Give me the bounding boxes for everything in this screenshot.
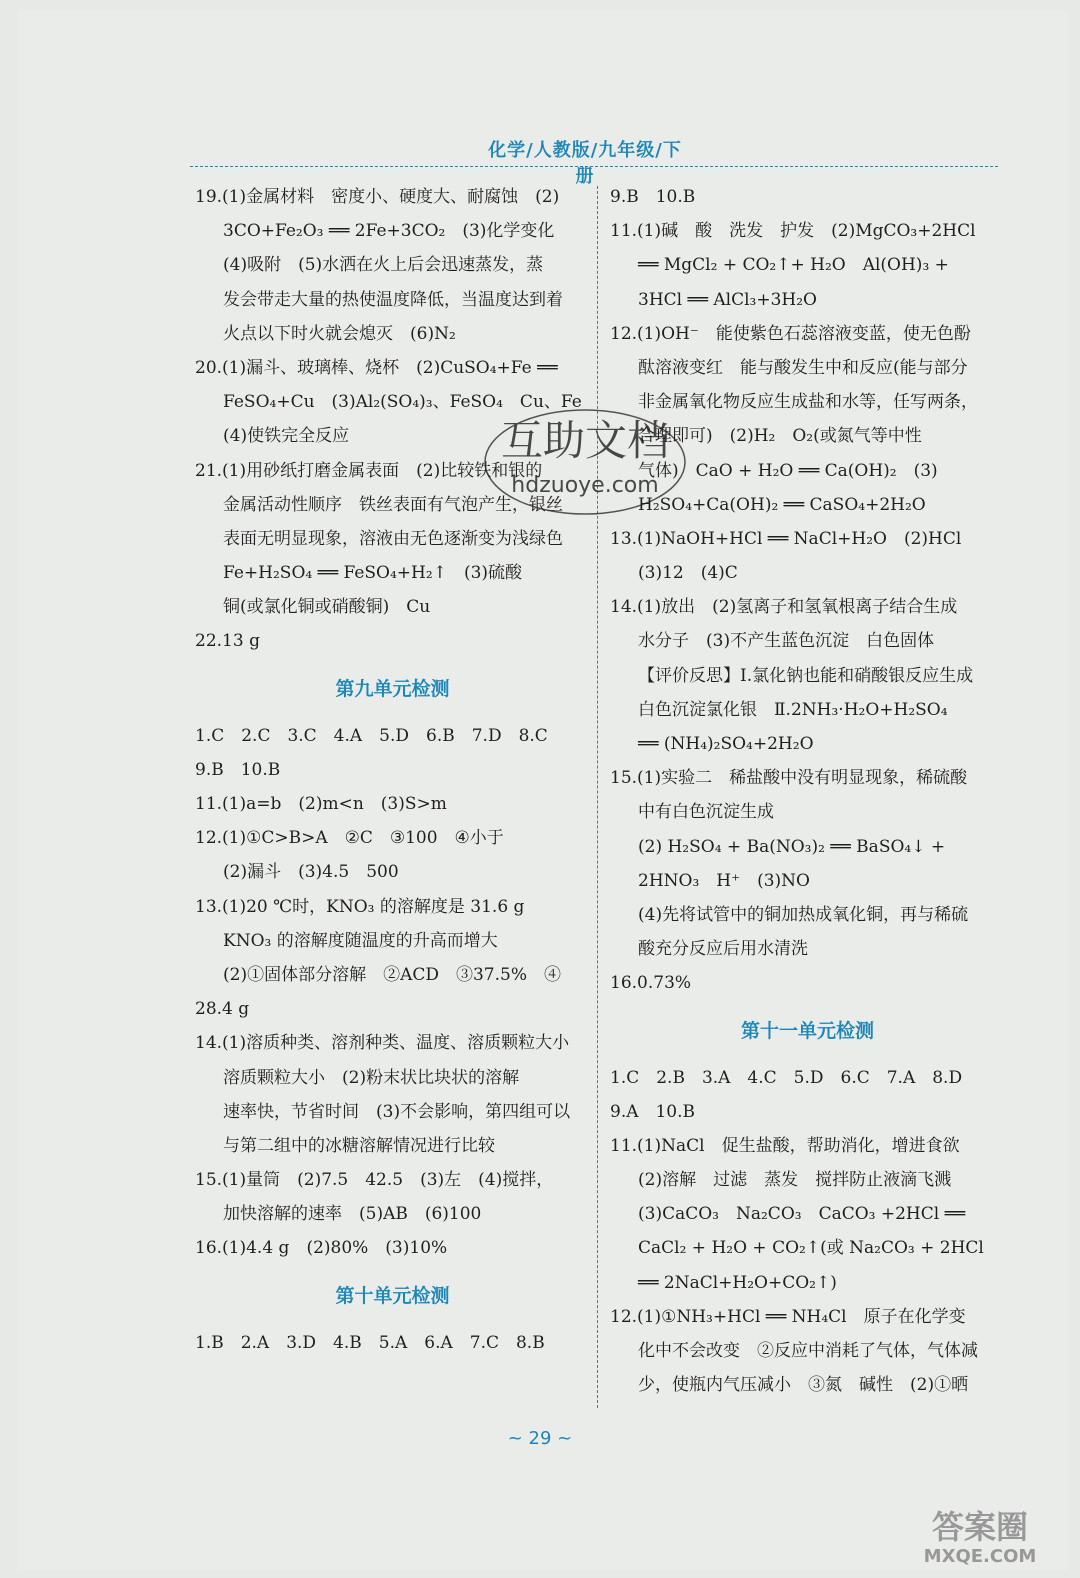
section-title-unit-10: 第十单元检测: [335, 1284, 450, 1307]
answer-line: 表面无明显现象，溶液由无色逐渐变为浅绿色: [223, 528, 563, 549]
answer-line: 合理即可) (2)H₂ O₂(或氮气等中性: [638, 426, 922, 447]
answer-line: 15.(1)实验二 稀盐酸中没有明显现象，稀硫酸: [610, 768, 968, 789]
answer-line: 9.A 10.B: [610, 1101, 696, 1122]
watermark-stamp: [470, 400, 700, 520]
answer-line: CaCl₂ + H₂O + CO₂↑(或 Na₂CO₃ + 2HCl: [638, 1238, 984, 1259]
answer-line: 铜(或氯化铜或硝酸铜) Cu: [223, 597, 431, 618]
answer-line: 19.(1)金属材料 密度小、硬度大、耐腐蚀 (2): [195, 187, 560, 207]
answer-line: 与第二组中的冰糖溶解情况进行比较: [223, 1135, 495, 1156]
answer-line: 1.B 2.A 3.D 4.B 5.A 6.A 7.C 8.B: [195, 1332, 545, 1353]
answer-line: 白色沉淀氯化银 Ⅱ.2NH₃·H₂O+H₂SO₄: [638, 699, 948, 720]
answer-line: 非金属氧化物反应生成盐和水等，任写两条，: [638, 392, 978, 413]
right-column: [610, 180, 1005, 1402]
answer-line: 15.(1)量筒 (2)7.5 42.5 (3)左 (4)搅拌，: [195, 1170, 554, 1191]
left-column: [195, 180, 590, 1360]
answer-line: 13.(1)20 ℃时，KNO₃ 的溶解度是 31.6 g: [195, 896, 525, 917]
answer-line: 13.(1)NaOH+HCl ══ NaCl+H₂O (2)HCl: [610, 528, 962, 549]
answer-line: 化中不会改变 ②反应中消耗了气体，气体减: [638, 1341, 978, 1361]
answer-line: 28.4 g: [195, 999, 250, 1020]
answer-line: (2)溶解 过滤 蒸发 搅拌防止液滴飞溅: [638, 1170, 952, 1191]
answer-line: 9.B 10.B: [195, 759, 281, 780]
answer-line: 火点以下时火就会熄灭 (6)N₂: [223, 323, 456, 344]
answer-line: KNO₃ 的溶解度随温度的升高而增大: [223, 930, 498, 951]
answer-line: 16.(1)4.4 g (2)80% (3)10%: [195, 1238, 448, 1259]
answer-line: 中有白色沉淀生成: [638, 802, 774, 823]
header-rule: [190, 166, 998, 167]
answer-line: 加快溶解的速率 (5)AB (6)100: [223, 1204, 482, 1225]
page-number: ~ 29 ~: [507, 1428, 573, 1449]
answer-line: 气体) CaO + H₂O ══ Ca(OH)₂ (3): [638, 460, 938, 481]
answer-line: 溶质颗粒大小 (2)粉末状比块状的溶解: [223, 1067, 520, 1088]
answer-line: ══ (NH₄)₂SO₄+2H₂O: [638, 734, 814, 754]
section-title-unit-9: 第九单元检测: [335, 677, 450, 700]
watermark-text-url: hdzuoye.com: [511, 473, 659, 498]
answer-line: 21.(1)用砂纸打磨金属表面 (2)比较铁和银的: [195, 460, 543, 481]
answer-line: 14.(1)溶质种类、溶剂种类、温度、溶质颗粒大小: [195, 1033, 570, 1054]
answer-line: 酸充分反应后用水清洗: [638, 939, 808, 960]
answer-line: 12.(1)OH⁻ 能使紫色石蕊溶液变蓝，使无色酚: [610, 323, 971, 344]
answer-line: 酞溶液变红 能与酸发生中和反应(能与部分: [638, 357, 968, 378]
corner-logo-text-cn: 答案圈: [931, 1508, 1029, 1546]
answer-line: 14.(1)放出 (2)氢离子和氢氧根离子结合生成: [610, 597, 958, 618]
answer-line: (4)吸附 (5)水洒在火上后会迅速蒸发，蒸: [223, 255, 544, 276]
answer-line: (2) H₂SO₄ + Ba(NO₃)₂ ══ BaSO₄↓ +: [638, 836, 946, 857]
answer-line: 3HCl ══ AlCl₃+3H₂O: [638, 289, 817, 310]
answer-line: (2)①固体部分溶解 ②ACD ③37.5% ④: [223, 964, 561, 985]
answer-line: (3)CaCO₃ Na₂CO₃ CaCO₃ +2HCl ══: [638, 1204, 966, 1225]
answer-line: 3CO+Fe₂O₃ ══ 2Fe+3CO₂ (3)化学变化: [223, 221, 555, 242]
page-header: 化学/人教版/九年级/下册: [488, 140, 682, 187]
answer-line: (4)使铁完全反应: [223, 426, 350, 447]
answer-line: 11.(1)NaCl 促生盐酸，帮助消化，增进食欲: [610, 1135, 960, 1156]
answer-line: 22.13 g: [195, 631, 260, 652]
answer-line: (4)先将试管中的铜加热成氧化铜，再与稀硫: [638, 904, 969, 925]
section-title-unit-11: 第十一单元检测: [740, 1019, 874, 1042]
answer-line: 11.(1)a=b (2)m<n (3)S>m: [195, 794, 447, 814]
answer-line: 1.C 2.C 3.C 4.A 5.D 6.B 7.D 8.C: [195, 725, 548, 746]
answer-line: 水分子 (3)不产生蓝色沉淀 白色固体: [638, 631, 935, 652]
answer-line: 9.B 10.B: [610, 187, 696, 207]
answer-line: H₂SO₄+Ca(OH)₂ ══ CaSO₄+2H₂O: [638, 494, 926, 515]
answer-line: 少，使瓶内气压减小 ③氮 碱性 (2)①晒: [638, 1375, 969, 1396]
answer-line: 16.0.73%: [610, 973, 692, 994]
answer-line: (2)漏斗 (3)4.5 500: [223, 862, 399, 883]
answer-line: ══ MgCl₂ + CO₂↑+ H₂O Al(OH)₃ +: [638, 255, 949, 276]
answer-line: FeSO₄+Cu (3)Al₂(SO₄)₃、FeSO₄ Cu、Fe: [223, 392, 582, 413]
answer-line: ══ 2NaCl+H₂O+CO₂↑): [638, 1272, 837, 1293]
column-divider: [597, 186, 598, 1408]
answer-line: 12.(1)①C>B>A ②C ③100 ④小于: [195, 828, 504, 849]
answer-line: 12.(1)①NH₃+HCl ══ NH₄Cl 原子在化学变: [610, 1306, 966, 1327]
answer-line: (3)12 (4)C: [638, 563, 738, 584]
answer-line: 金属活动性顺序 铁丝表面有气泡产生，银丝: [223, 494, 563, 515]
answer-line: 【评价反思】Ⅰ.氯化钠也能和硝酸银反应生成: [638, 665, 974, 686]
answer-line: 11.(1)碱 酸 洗发 护发 (2)MgCO₃+2HCl: [610, 221, 976, 242]
corner-logo-text-url: MXQE.COM: [923, 1546, 1037, 1567]
answer-line: 1.C 2.B 3.A 4.C 5.D 6.C 7.A 8.D: [610, 1067, 963, 1088]
answer-line: 2HNO₃ H⁺ (3)NO: [638, 870, 810, 891]
answer-line: 20.(1)漏斗、玻璃棒、烧杯 (2)CuSO₄+Fe ══: [195, 357, 558, 378]
answer-line: 速率快，节省时间 (3)不会影响，第四组可以: [223, 1101, 571, 1122]
answer-line: Fe+H₂SO₄ ══ FeSO₄+H₂↑ (3)硫酸: [223, 563, 523, 584]
answer-line: 发会带走大量的热使温度降低，当温度达到着: [223, 289, 563, 310]
watermark-text-cn: 互助文档: [500, 416, 670, 465]
corner-logo: [890, 1500, 1070, 1570]
